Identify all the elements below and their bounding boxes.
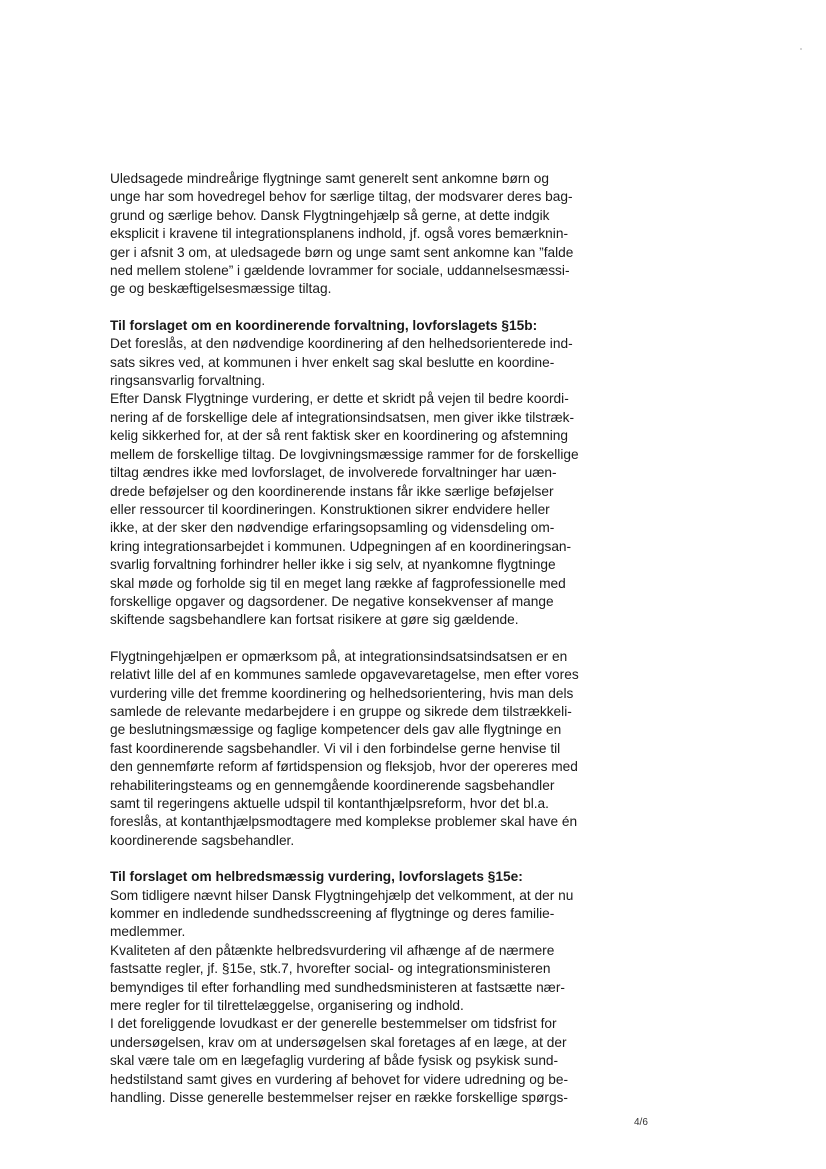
- text-line: fast koordinerende sagsbehandler. Vi vil i den forbindelse gerne henvise til: [110, 740, 561, 756]
- text-line: kommer en indledende sundhedsscreening af flygtninge og deres familie-: [110, 906, 555, 922]
- text-line: undersøgelsen, krav om at undersøgelsen skal foretages af en læge, at der: [110, 1034, 567, 1050]
- text-line: samt til regeringens aktuelle udspil til kontanthjælpsreform, hvor det bl.a.: [110, 796, 549, 811]
- paragraph: [110, 648, 650, 850]
- text-line: mere regler for til tilrettelæggelse, organisering og indhold.: [110, 998, 464, 1014]
- text-line: kelig sikkerhed for, at der så rent faktisk sker en koordinering og afstemning: [110, 428, 569, 444]
- text-line: I det foreliggende lovudkast er der generelle bestemmelser om tidsfrist for: [110, 1016, 557, 1032]
- text-line: foreslås, at kontanthjælpsmodtagere med komplekse problemer skal have én: [110, 814, 578, 830]
- text-line: bemyndiges til efter forhandling med sundhedsministeren at fastsætte nær-: [110, 979, 565, 995]
- text-line: eksplicit i kravene til integrationsplanens indhold, jf. også vores bemærknin-: [110, 226, 569, 242]
- text-line: kring integrationsarbejdet i kommunen. Udpegningen af en koordineringsan-: [110, 538, 572, 554]
- text-line: koordinerende sagsbehandler.: [110, 832, 295, 848]
- text-line: den gennemførte reform af førtidspension og fleksjob, hvor der opereres med: [110, 759, 578, 775]
- text-line: ge og beskæftigelsesmæssige tiltag.: [110, 281, 332, 297]
- text-line: forskellige opgaver og dagsordener. De negative konsekvenser af mange: [110, 593, 554, 609]
- text-line: Det foreslås, at den nødvendige koordinering af den helhedsorienterede ind-: [110, 336, 573, 352]
- text-line: eller ressourcer til koordineringen. Konstruktionen sikrer endvidere heller: [110, 501, 550, 517]
- document-body: [110, 170, 650, 1126]
- text-line: rehabiliteringsteams og en gennemgående koordinerende sagsbehandler: [110, 777, 555, 793]
- text-line: Kvaliteten af den påtænkte helbredsvurdering vil afhænge af de nærmere: [110, 942, 555, 958]
- text-line: samlede de relevante medarbejdere i en gruppe og sikrede dem tilstrækkeli-: [110, 703, 572, 719]
- page-number: 4/6: [634, 1117, 648, 1128]
- section-heading: Til forslaget om helbredsmæssig vurdering, lovforslagets §15e:: [110, 869, 523, 885]
- paragraph: [110, 317, 650, 630]
- paragraph: [110, 170, 650, 299]
- text-line: medlemmer.: [110, 924, 186, 940]
- text-line: ned mellem stolene” i gældende lovrammer for sociale, uddannelsesmæssi-: [110, 263, 570, 279]
- scan-artifact: [800, 48, 802, 50]
- text-line: hedstilstand samt gives en vurdering af behovet for videre udredning og be-: [110, 1071, 569, 1087]
- text-line: relativt lille del af en kommunes samlede opgavevaretagelse, men efter vores: [110, 667, 579, 683]
- paragraph: [110, 868, 650, 1107]
- text-line: skal være tale om en lægefaglig vurdering af både fysisk og psykisk sund-: [110, 1053, 559, 1069]
- text-line: sats sikres ved, at kommunen i hver enkelt sag skal beslutte en koordine-: [110, 354, 555, 370]
- text-line: ge beslutningsmæssige og faglige kompetencer dels gav alle flygtninge en: [110, 722, 562, 738]
- text-line: skiftende sagsbehandlere kan fortsat risikere at gøre sig gældende.: [110, 612, 519, 628]
- text-line: Som tidligere nævnt hilser Dansk Flygtningehjælp det velkomment, at der nu: [110, 887, 574, 903]
- text-line: grund og særlige behov. Dansk Flygtningehjælp så gerne, at dette indgik: [110, 207, 550, 223]
- text-line: skal møde og forholde sig til en meget lang række af fagprofessionelle med: [110, 575, 566, 591]
- text-line: Efter Dansk Flygtninge vurdering, er dette et skridt på vejen til bedre koordi-: [110, 391, 569, 407]
- text-line: Flygtningehjælpen er opmærksom på, at integrationsindsatsindsatsen er en: [110, 648, 568, 664]
- text-line: vurdering ville det fremme koordinering og helhedsorientering, hvis man dels: [110, 685, 574, 701]
- text-line: nering af de forskellige dele af integrationsindsatsen, men giver ikke tilstræk-: [110, 409, 575, 425]
- section-heading: Til forslaget om en koordinerende forvaltning, lovforslagets §15b:: [110, 317, 538, 333]
- text-line: svarlig forvaltning forhindrer heller ikke i sig selv, at nyankomne flygtninge: [110, 557, 556, 573]
- text-line: mellem de forskellige tiltag. De lovgivningsmæssige rammer for de forskellige: [110, 446, 579, 462]
- text-line: ger i afsnit 3 om, at uledsagede børn og unge samt sent ankomne kan ”falde: [110, 244, 574, 260]
- text-line: ikke, at der sker den nødvendige erfaringsopsamling og vidensdeling om-: [110, 520, 555, 536]
- text-line: tiltag ændres ikke med lovforslaget, de involverede forvaltninger har uæn-: [110, 465, 557, 481]
- text-line: ringsansvarlig forvaltning.: [110, 373, 266, 389]
- text-line: drede beføjelser og den koordinerende instans får ikke særlige beføjelser: [110, 483, 554, 499]
- text-line: fastsatte regler, jf. §15e, stk.7, hvorefter social- og integrationsministeren: [110, 961, 551, 977]
- text-line: unge har som hovedregel behov for særlige tiltag, der modsvarer deres bag-: [110, 189, 573, 205]
- text-line: Uledsagede mindreårige flygtninge samt generelt sent ankomne børn og: [110, 171, 550, 186]
- text-line: handling. Disse generelle bestemmelser rejser en række forskellige spørgs-: [110, 1090, 568, 1106]
